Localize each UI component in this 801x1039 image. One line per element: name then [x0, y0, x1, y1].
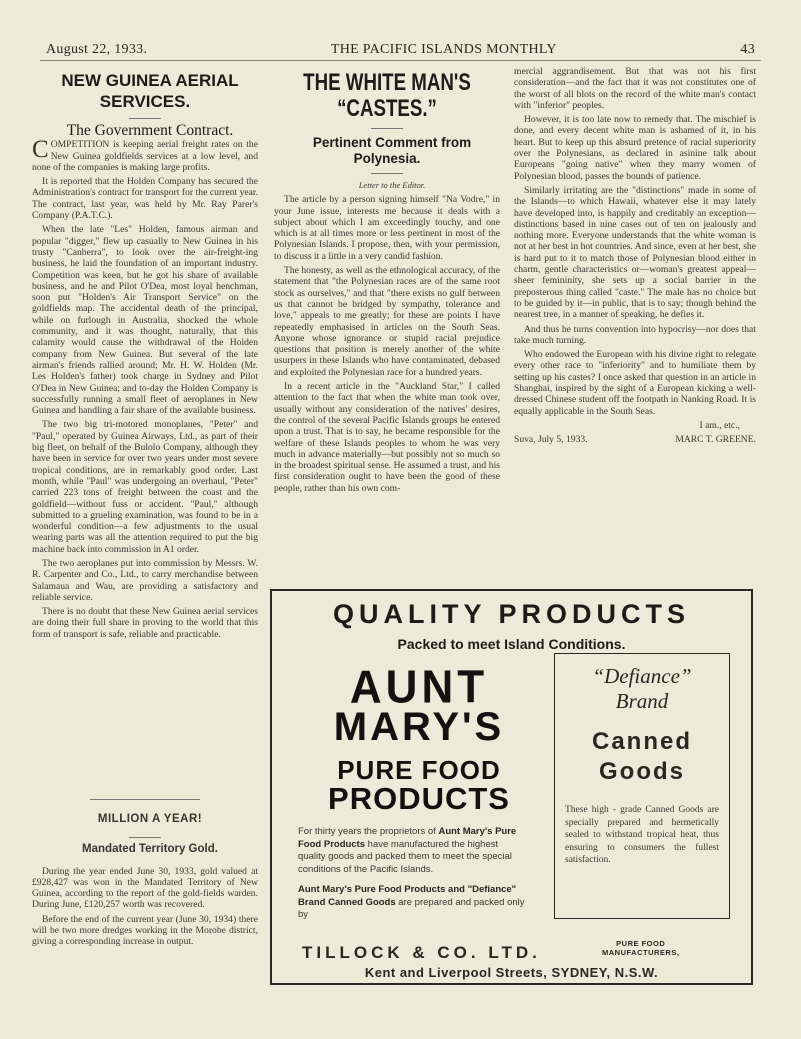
article-title: THE WHITE MAN'S “CASTES.”	[303, 69, 471, 122]
letter-author: MARC T. GREENE.	[675, 434, 756, 446]
defiance-title: “Defiance”	[592, 664, 692, 688]
article-paragraph: It is reported that the Holden Company has secured the Administration's contract for transport for the current year. The contract, last year, was held by Mr. Ray Parer's Company (P.A.T.C.).	[32, 176, 258, 222]
ad-body-text: Aunt Mary's Pure Food Products and "Defiance" Brand Canned Goods are prepared and packed only by	[298, 884, 525, 920]
article-paragraph: The honesty, as well as the ethnological accuracy, of the statement that "the Polynesian races are of the same root stock as ourselves," and that "there exists no gulf between us that cannot be bridged by sympathy, tolerance and love," appeals to me greatly; for these are points I have repeatedly emphasised in articles on the South Seas. Anyone whose ignorance or stupid racial prejudice questions that position is merely another of the white usurpers in these Islands who have contaminated, debased and exploited the Polynesian race for a hundred years.	[274, 265, 500, 378]
defiance-canned: Canned	[591, 728, 692, 755]
title-divider	[129, 118, 161, 119]
brand-logo-marys: MARY'S	[333, 705, 505, 749]
ad-headline: QUALITY PRODUCTS	[332, 599, 690, 629]
publication-title: THE PACIFIC ISLANDS MONTHLY	[330, 42, 557, 57]
letter-label: Letter to the Editor.	[358, 180, 426, 190]
defiance-body: These high - grade Canned Goods are specially prepared and hermetically sealed to withstand tropical heat, thus ensuring to consumers the fullest satisfaction.	[565, 805, 719, 866]
defiance-goods: Goods	[599, 758, 685, 785]
drop-cap: C	[32, 136, 49, 164]
ad-subheadline: Packed to meet Island Conditions.	[397, 636, 626, 652]
article-title: NEW GUINEA AERIAL SERVICES.	[61, 71, 239, 111]
article-subtitle: The Government Contract.	[66, 122, 234, 139]
article-paragraph: When the late "Les" Holden, famous airman and popular "digger," flew up casually to New Guinea in his trusty "Canberra", to look over the air-freight-ing business, he laid the foundation of an important industry. Competition was keen, but he got his share of available business, and he and Pilot O'Dea, most loyal henchman, soon put "Holden's Air Transport Service" on the goldfields map. The accidental death of the principal, while on furlough in Australia, shocked the whole community, and it was thought, naturally, that this calamity would cause the withdrawal of the Holden company from New Guinea. But several of the late airman's friends rallied around; Mr. H. W. Holden (Mr. Les Holden's father) took charge in Sydney and Pilot O'Dea in New Guinea; and to-day the Holden Company is successfully running a small fleet of aeroplanes in New Guinea and handling a fair share of the available business.	[32, 224, 258, 417]
title-divider	[371, 128, 403, 129]
article-aerial-services	[32, 70, 258, 643]
page-header	[46, 36, 755, 58]
company-address: Kent and Liverpool Streets, SYDNEY, N.S.W.	[364, 965, 659, 980]
advertisement	[270, 589, 753, 985]
letter-place-date: Suva, July 5, 1933.	[514, 434, 588, 446]
article-paragraph: In a recent article in the "Auckland Star," I called attention to the fact that when the white man took over, usually without any consideration of the natives' desires, the control of the several Pacific Islands groups he entered upon a trust. That is to say, he became responsible for the welfare of these Islands peoples to whom he was very much in advance materially—but possibly not so much so in the broadest spiritual sense. He assumed a trust, and his first consideration ought to have been the good of these people, rather than his own com-	[274, 381, 500, 494]
article-paragraph: There is no doubt that these New Guinea aerial services are doing their full share in proving to the world that this form of transport is safe, reliable and practicable.	[32, 606, 258, 640]
page-number: 43	[740, 42, 755, 57]
article-paragraph: Who endowed the European with his divine right to relegate every other race to "inferiority" and to humiliate them by setting up his castes? I once asked that question in an article in Shanghai, inspired by the sight of a European kicking a well-dressed Chinese student off the footpath in Nanking Road. It is equally applicable in the South Seas.	[514, 349, 756, 417]
article-paragraph: Before the end of the current year (June 30, 1934) there will be two more dredges working in the Morobe district, giving a corresponding increase in output.	[32, 913, 258, 948]
company-tagline: PURE FOOD MANUFACTURERS,	[602, 939, 680, 957]
article-title: MILLION A YEAR!	[97, 813, 203, 825]
article-paragraph: The two big tri-motored monoplanes, "Peter" and "Paul," operated by Guinea Airways, Ltd., as part of their big fleet, on behalf of the Bulolo Company, although they have been in service for over two years under most severe tropical conditions, are in remarkably good order. Last month, while "Paul" was undergoing an overhaul, "Peter" carried 223 tons of freight between the coast and the goldfield—without fuss or accident. "Paul," although submitted to a grueling examination, was found to be in a wonderful condition—a few adjustments to the usual wearing parts was all the attention required to put the big machine back into commission in A1 order.	[32, 419, 258, 555]
article-white-mans-castes	[274, 66, 500, 497]
article-paragraph: During the year ended June 30, 1933, gold valued at £928,427 was won in the Mandated Territory of New Guinea, according to the report of the gold-fields warden. During June, £120,257 worth was recovered.	[32, 865, 258, 911]
letter-closing: I am., etc.,	[699, 419, 740, 431]
article-white-mans-castes-continued	[514, 66, 756, 446]
brand-products: PRODUCTS	[328, 781, 510, 816]
defiance-brand: Brand	[615, 689, 669, 713]
article-subtitle: Mandated Territory Gold.	[82, 843, 218, 856]
article-million-a-year	[32, 793, 258, 951]
letter-signature-row	[514, 434, 756, 445]
brand-pure-food: PURE FOOD	[337, 755, 501, 785]
brand-logo-aunt: AUNT	[349, 661, 489, 714]
article-subtitle: Pertinent Comment from Polynesia.	[312, 135, 472, 166]
article-paragraph: The two aeroplanes put into commission by Messrs. W. R. Carpenter and Co., Ltd., to carry merchandise between Salamaua and Wau, are providing a satisfactory and reliable service.	[32, 557, 258, 603]
header-divider	[40, 60, 761, 61]
subtitle-divider	[371, 173, 403, 174]
defiance-box	[554, 653, 730, 919]
article-paragraph: The article by a person signing himself "Na Vodre," in your June issue, interests me because it deals with a subject about which I am exceedingly touchy, and one which is at all times more or less pertinent in most of the Polynesian Islands. I propose, then, with your permission, to discuss it a little in a very candid fashion.	[274, 194, 500, 262]
section-divider	[90, 799, 200, 800]
article-paragraph: However, it is too late now to remedy that. The mischief is done, and every decent white man is ashamed of it, in his heart. But to keep up this absurd pretence of racial superiority over the Polynesians, as declared in asinine talk about Europeans "going native" when they marry women of Polynesian blood, passes the bounds of patience.	[514, 114, 756, 182]
ad-body-text: For thirty years the proprietors of Aunt Mary's Pure Food Products have manufactured the highest quality goods and packed them to meet the special conditions of the Pacific Islands.	[298, 826, 517, 875]
article-paragraph: COMPETITION is keeping aerial freight rates on the New Guinea goldfields services at a low level, and none of the companies is making large profits.	[32, 136, 258, 173]
article-paragraph: mercial aggrandisement. But that was not his first consideration—and the fact that it was not constitutes one of the worst of all blots on the record of the white man's contact with "inferior" peoples.	[514, 66, 756, 111]
company-name: TILLOCK & CO. LTD.	[302, 943, 541, 962]
issue-date: August 22, 1933.	[46, 42, 148, 57]
title-divider	[129, 837, 161, 838]
article-paragraph: Similarly irritating are the "distinctions" made in some of the Islands—to which Hawaii, whatever else it may lately have developed into, is happily and creditably an exception—distinctions based in nine cases out of ten on jealously and nothing more. Everyone understands that the white woman is not at her best in hot countries. And since, even at her best, she is hard put to it to match those of Polynesian blood either in charm, gentle characteristics or—woman's greatest appeal—sheer femininity, she sets up a social barrier in the preposterous thing called "caste." The male has no choice but to be guided by it—in public, that is to say; though behind the nearest tree, in a manner of speaking, he defies it.	[514, 184, 756, 321]
article-paragraph: And thus he turns convention into hypocrisy—nor does that take much turning.	[514, 323, 756, 346]
